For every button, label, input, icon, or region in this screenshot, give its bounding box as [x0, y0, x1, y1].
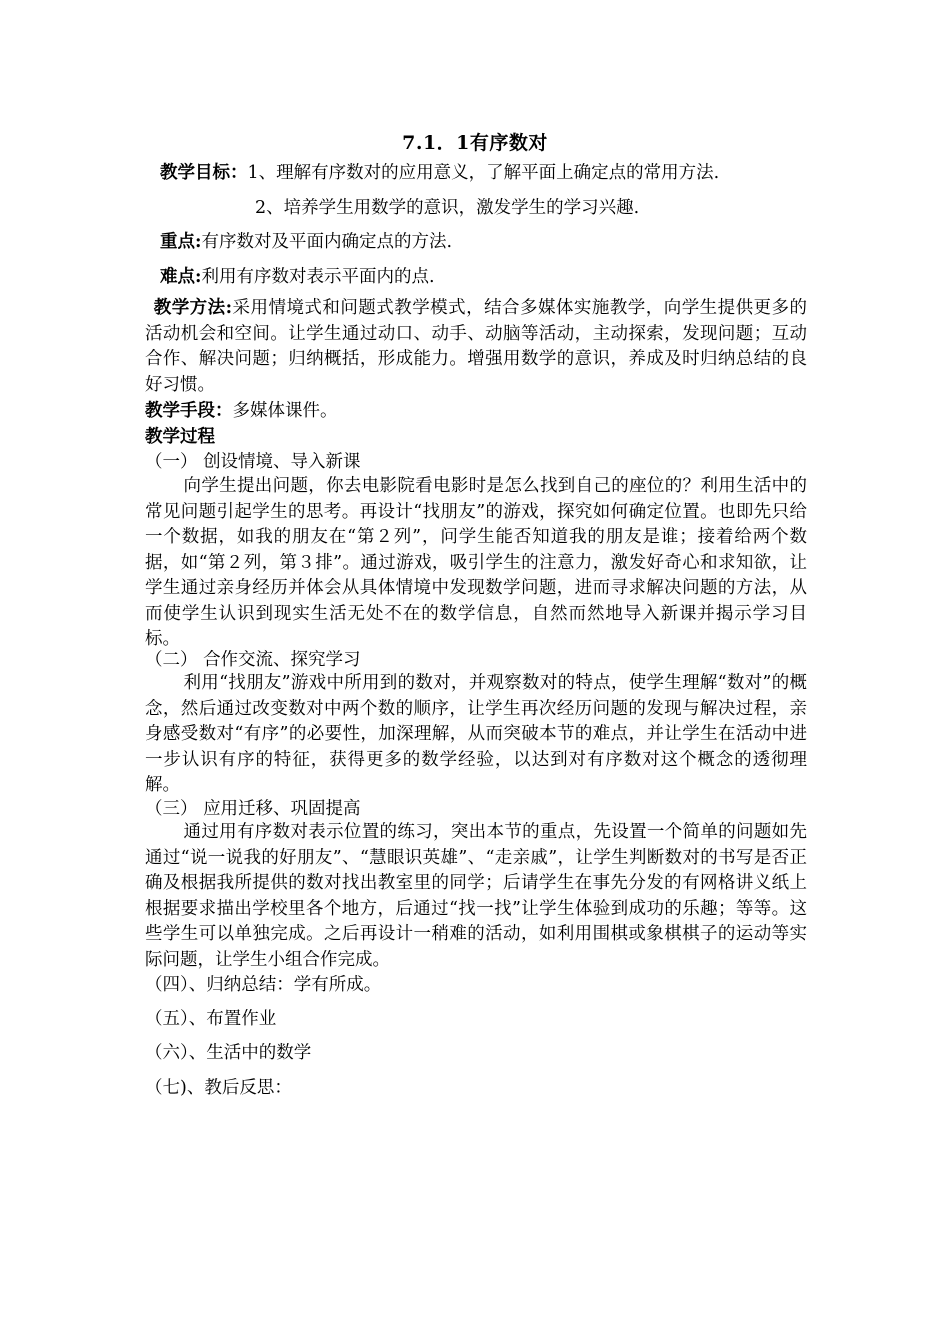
difficulty-text: 利用有序数对表示平面内的点.	[201, 267, 435, 287]
means-text: 多媒体课件。	[232, 401, 338, 421]
process-heading: 教学过程	[145, 427, 215, 447]
section-1-heading: （一） 创设情境、导入新课	[145, 452, 361, 472]
objectives-line-1	[160, 160, 719, 186]
difficulty-label: 难点:	[160, 267, 202, 287]
objectives-label: 教学目标：	[160, 163, 248, 183]
means-label: 教学手段：	[145, 401, 233, 421]
section-1-body: 向学生提出问题，你去电影院看电影时是怎么找到自己的座位的？利用生活中的常见问题引起学生的思考。再设计“找朋友”的游戏，探究如何确定位置。也即先只给一个数据，如我的朋友在“第２列”，问学生能否知道我的朋友是谁；接着给两个数据，如“第２列，第３排”。通过游戏，吸引学生的注意力，激发好奇心和求知欲，让学生通过亲身经历并体会从具体情境中发现数学问题，进而寻求解决问题的方法，从而使学生认识到现实生活无处不在的数学信息，自然而然地导入新课并揭示学习目标。	[145, 476, 807, 649]
method-text: 采用情境式和问题式教学模式，结合多媒体实施教学，向学生提供更多的活动机会和空间。让学生通过动口、动手、动脑等活动，主动探索，发现问题；互动合作、解决问题；归纳概括，形成能力。增强用数学的意识，养成及时归纳总结的良好习惯。	[145, 298, 807, 395]
method-paragraph	[145, 296, 807, 398]
page-title: 7.1．1有序数对	[402, 132, 548, 154]
method-label: 教学方法:	[153, 298, 233, 318]
difficulty-line	[160, 264, 435, 290]
key-point-label: 重点:	[160, 232, 202, 252]
summary-line: （四）、归纳总结：学有所成。	[145, 975, 382, 995]
section-2-body: 利用“找朋友”游戏中所用到的数对，并观察数对的特点，使学生理解“数对”的概念，然后通过改变数对中两个数的顺序，让学生再次经历问题的发现与解决过程，亲身感受数对“有序”的必要性，加深理解，从而突破本节的难点，并让学生在活动中进一步认识有序的特征，获得更多的数学经验，以达到对有序数对这个概念的透彻理解。	[145, 673, 807, 795]
homework-line: （五）、布置作业	[145, 1009, 277, 1029]
reflection-line: （七)、教后反思：	[145, 1078, 292, 1098]
objective-2: 2、培养学生用数学的意识，激发学生的学习兴趣.	[255, 198, 640, 218]
means-line	[145, 398, 338, 424]
objective-1: 1、理解有序数对的应用意义，了解平面上确定点的常用方法.	[247, 163, 720, 183]
section-3-body: 通过用有序数对表示位置的练习，突出本节的重点，先设置一个简单的问题如先通过“说一说我的好朋友”、“慧眼识英雄”、“走亲戚”，让学生判断数对的书写是否正确及根据我所提供的数对找出教室里的同学；后请学生在事先分发的有网格讲义纸上根据要求描出学校里各个地方，后通过“找一找”让学生体验到成功的乐趣；等等。这些学生可以单独完成。之后再设计一稍难的活动，如利用围棋或象棋棋子的运动等实际问题，让学生小组合作完成。	[145, 822, 807, 970]
section-2-heading: （二） 合作交流、探究学习	[145, 650, 361, 670]
section-3-heading: （三） 应用迁移、巩固提高	[145, 799, 361, 819]
key-point-text: 有序数对及平面内确定点的方法.	[201, 232, 453, 252]
life-math-line: （六）、生活中的数学	[145, 1043, 312, 1063]
key-point-line	[160, 229, 452, 255]
